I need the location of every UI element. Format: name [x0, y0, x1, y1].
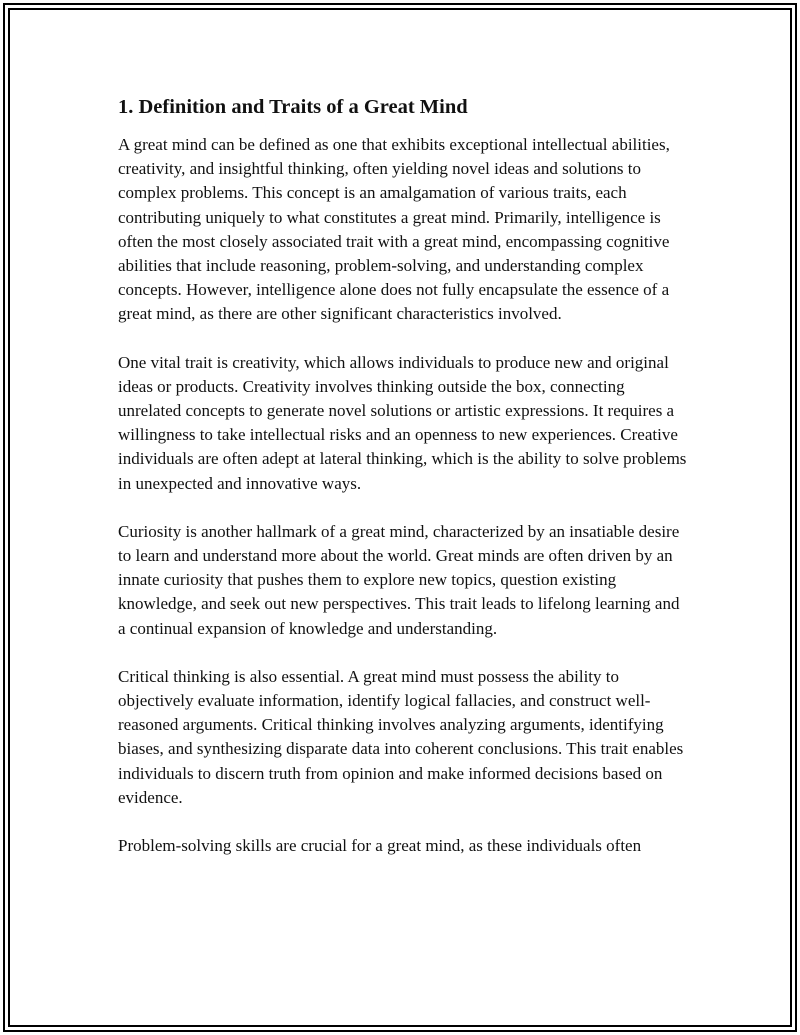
paragraph-curiosity: Curiosity is another hallmark of a great mind, characterized by an insatiable desire to learn and understand more about the world. Great minds are often driven by an innate curiosity that pushes them to explore new topics, question existing knowledge, and seek out new perspectives. This trait leads to lifelong learning and a continual expansion of knowledge and understanding. [118, 521, 680, 638]
paragraph-problem-solving: Problem-solving skills are crucial for a great mind, as these individuals often [118, 836, 642, 856]
paragraph-creativity: One vital trait is creativity, which allows individuals to produce new and original ideas or products. Creativity involves thinking outside the box, connecting unrelated concepts to generate novel solutions or artistic expressions. It requires a willingness to take intellectual risks and an openness to new experiences. Creative individuals are often adept at lateral thinking, which is the ability to solve problems in unexpected and innovative ways. [118, 352, 687, 493]
paragraph-definition: A great mind can be defined as one that exhibits exceptional intellectual abilities, creativity, and insightful thinking, often yielding novel ideas and solutions to complex problems. This concept is an amalgamation of various traits, each contributing uniquely to what constitutes a great mind. Primarily, intelligence is often the most closely associated trait with a great mind, encompassing cognitive abilities that include reasoning, problem-solving, and understanding complex concepts. However, intelligence alone does not fully encapsulate the essence of a great mind, as there are other significant characteristics involved. [118, 135, 670, 324]
section-heading: 1. Definition and Traits of a Great Mind [118, 96, 468, 118]
document-body [118, 94, 688, 882]
paragraph-critical-thinking: Critical thinking is also essential. A great mind must possess the ability to objectively evaluate information, identify logical fallacies, and construct well-reasoned arguments. Critical thinking involves analyzing arguments, identifying biases, and synthesizing disparate data into coherent conclusions. This trait enables individuals to discern truth from opinion and make informed decisions based on evidence. [118, 666, 684, 807]
